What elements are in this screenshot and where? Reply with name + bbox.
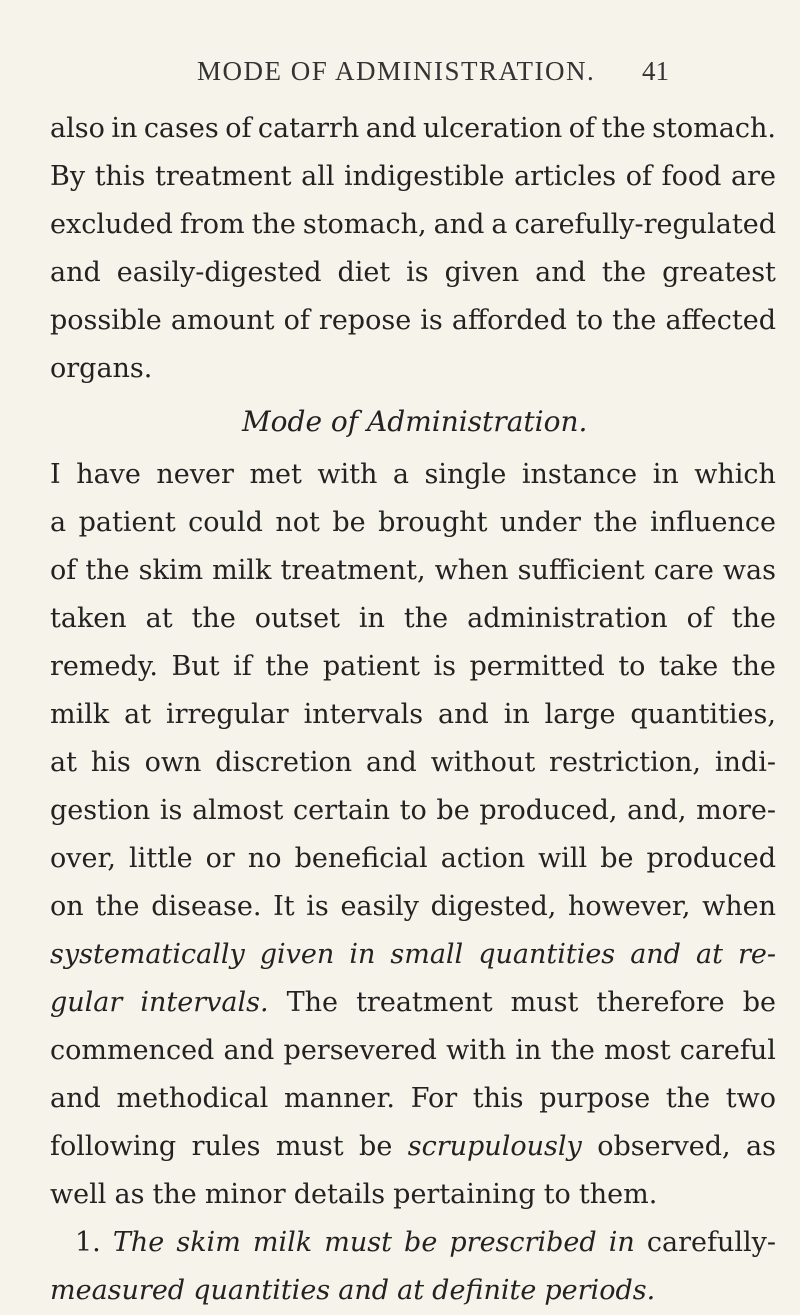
word: of [568, 113, 595, 144]
word: the [665, 1083, 711, 1114]
word: with [317, 459, 378, 490]
word: the [601, 113, 646, 144]
word: pertaining [393, 1179, 536, 1210]
word: organs. [50, 353, 153, 384]
word: systematically [50, 939, 245, 970]
word: re- [737, 939, 776, 970]
word: amount [170, 305, 275, 336]
word: details [293, 1179, 386, 1210]
word: and [223, 1035, 275, 1066]
word: well [50, 1179, 107, 1210]
word: is [306, 891, 329, 922]
text-line [50, 787, 776, 835]
word: excluded [50, 209, 173, 240]
word: to [618, 651, 646, 682]
word: the [85, 555, 130, 586]
text-line [50, 1123, 776, 1171]
word: however, [567, 891, 691, 922]
word: in [349, 939, 376, 970]
word: rules [191, 1131, 261, 1162]
word: quantities [193, 1275, 331, 1306]
text-line [50, 1219, 776, 1267]
word: have [76, 459, 141, 490]
word: digested, [430, 891, 557, 922]
word: all [301, 161, 335, 192]
word: at [124, 699, 152, 730]
word: two [725, 1083, 776, 1114]
word: this [94, 161, 146, 192]
word: But [171, 651, 220, 682]
word: I [50, 459, 61, 490]
word: produced, [479, 795, 618, 826]
word: and [365, 113, 417, 144]
word: disease. [151, 891, 262, 922]
running-head-title: MODE OF ADMINISTRATION. [197, 56, 596, 86]
word: irregular [165, 699, 289, 730]
word: over, [50, 843, 117, 874]
word: methodical [116, 1083, 269, 1114]
text-line [50, 249, 776, 297]
word: of [283, 305, 310, 336]
word: quantities [478, 939, 616, 970]
word: 1. [75, 1227, 101, 1258]
word: easily-digested [116, 257, 322, 288]
word: skim [176, 1227, 241, 1258]
word: and [438, 699, 489, 730]
word: not [275, 507, 320, 538]
word: must [324, 1227, 392, 1258]
word: and [338, 1275, 390, 1306]
word: be [332, 507, 366, 538]
word: the [403, 603, 449, 634]
word: to [399, 795, 427, 826]
word: manner. [284, 1083, 395, 1114]
word: possible [50, 305, 162, 336]
word: as [114, 1179, 145, 1210]
word: By [50, 161, 86, 192]
text-line [50, 105, 776, 153]
word: It [273, 891, 295, 922]
word: following [50, 1131, 177, 1162]
text-line [50, 643, 776, 691]
text-line [50, 595, 776, 643]
word: and [50, 1083, 101, 1114]
word: of [686, 603, 713, 634]
word: is [420, 305, 443, 336]
text-line [50, 1027, 776, 1075]
word: be [436, 795, 470, 826]
section-heading: Mode of Administration. [242, 405, 588, 438]
word: influence [650, 507, 776, 538]
text-line [50, 979, 776, 1027]
text-line [50, 297, 776, 345]
word: and [50, 257, 101, 288]
word: no [247, 843, 282, 874]
text-line [50, 835, 776, 883]
word: a [491, 209, 508, 240]
word: little [129, 843, 193, 874]
word: carefully-regulated [514, 209, 776, 240]
word: and [366, 747, 417, 778]
word: take [658, 651, 719, 682]
page-number: 41 [642, 56, 669, 86]
paragraph-1 [50, 105, 776, 393]
word: with [446, 1035, 507, 1066]
word: cases [143, 113, 219, 144]
word: milk [252, 1227, 313, 1258]
word: permitted [469, 651, 605, 682]
text-line [50, 547, 776, 595]
word: instance [521, 459, 638, 490]
text-line [50, 499, 776, 547]
word: the [152, 1179, 197, 1210]
word: the [550, 1035, 595, 1066]
word: food [661, 161, 722, 192]
word: affected [665, 305, 776, 336]
word: his [90, 747, 131, 778]
word: indigestible [344, 161, 505, 192]
word: in [358, 603, 385, 634]
word: at [397, 1275, 425, 1306]
text-line [50, 153, 776, 201]
word: of [225, 113, 252, 144]
word: is [159, 795, 183, 826]
word: from [179, 209, 245, 240]
word: and [630, 939, 681, 970]
rule-1 [50, 1219, 776, 1315]
word: therefore [596, 987, 725, 1018]
word: in [515, 1035, 542, 1066]
word: of [50, 555, 77, 586]
word: ulceration [423, 113, 563, 144]
text-line [50, 1171, 776, 1219]
word: brought [378, 507, 488, 538]
word: at [145, 603, 173, 634]
word: gestion [50, 795, 151, 826]
word: as [746, 1131, 776, 1162]
word: careful [679, 1035, 776, 1066]
text-line [50, 883, 776, 931]
word: scrupulously [407, 1131, 582, 1162]
word: when [702, 891, 776, 922]
text-line [50, 931, 776, 979]
word: articles [514, 161, 617, 192]
word: are [730, 161, 776, 192]
word: intervals. [140, 987, 269, 1018]
word: and [433, 209, 485, 240]
word: could [188, 507, 263, 538]
word: patient [322, 651, 420, 682]
word: be [600, 843, 634, 874]
word: periods. [544, 1275, 656, 1306]
word: definite [432, 1275, 537, 1306]
text-line [50, 739, 776, 787]
word: intervals [303, 699, 424, 730]
word: the [731, 651, 776, 682]
word: met [249, 459, 302, 490]
text-line [50, 1075, 776, 1123]
word: greatest [662, 257, 776, 288]
word: was [722, 555, 776, 586]
word: given [444, 257, 520, 288]
word: be [742, 987, 776, 1018]
word: them. [578, 1179, 658, 1210]
word: most [604, 1035, 671, 1066]
word: this [472, 1083, 524, 1114]
word: large [544, 699, 616, 730]
word: The [112, 1227, 165, 1258]
word: in [652, 459, 679, 490]
word: The [286, 987, 339, 1018]
word: outset [254, 603, 340, 634]
word: own [144, 747, 202, 778]
word: to [543, 1179, 571, 1210]
word: minor [204, 1179, 286, 1210]
word: sufficient [517, 555, 645, 586]
word: milk [212, 555, 272, 586]
word: gular [50, 987, 123, 1018]
word: if [233, 651, 252, 682]
word: the [612, 305, 657, 336]
word: carefully- [646, 1227, 776, 1258]
word: be [359, 1131, 393, 1162]
word: taken [50, 603, 127, 634]
word: action [440, 843, 526, 874]
word: in [503, 699, 530, 730]
word: and, [627, 795, 687, 826]
word: the [601, 257, 647, 288]
word: the [191, 603, 236, 634]
word: and [535, 257, 586, 288]
word: or [205, 843, 235, 874]
word: easily [340, 891, 419, 922]
paragraph-2 [50, 451, 776, 1219]
word: also [50, 113, 105, 144]
word: given [259, 939, 335, 970]
word: For [410, 1083, 458, 1114]
word: milk [50, 699, 110, 730]
word: stomach, [302, 209, 427, 240]
word: the [731, 603, 776, 634]
word: care [653, 555, 714, 586]
word: certain [293, 795, 390, 826]
word: must [275, 1131, 344, 1162]
word: more- [696, 795, 776, 826]
word: is [433, 651, 456, 682]
word: administration [467, 603, 668, 634]
text-line [50, 1267, 776, 1315]
word: small [390, 939, 464, 970]
word: at [695, 939, 723, 970]
word: the [265, 651, 310, 682]
word: single [424, 459, 507, 490]
word: indi- [714, 747, 776, 778]
word: catarrh [257, 113, 360, 144]
word: observed, [597, 1131, 731, 1162]
word: patient [78, 507, 176, 538]
body-text [50, 105, 776, 1315]
word: at [50, 747, 77, 778]
word: the [251, 209, 296, 240]
word: produced [646, 843, 776, 874]
word: when [434, 555, 509, 586]
word: stomach. [652, 113, 776, 144]
text-line [50, 345, 776, 393]
word: repose [318, 305, 412, 336]
text-line [50, 451, 776, 499]
word: must [510, 987, 579, 1018]
word: the [593, 507, 638, 538]
word: beneficial [294, 843, 428, 874]
word: treatment [356, 987, 493, 1018]
word: the [95, 891, 140, 922]
word: under [499, 507, 581, 538]
word: will [538, 843, 588, 874]
word: in [608, 1227, 635, 1258]
word: remedy. [50, 651, 158, 682]
word: to [575, 305, 604, 336]
word: measured [50, 1275, 186, 1306]
word: of [625, 161, 652, 192]
running-head [0, 56, 800, 92]
word: on [50, 891, 84, 922]
word: discretion [215, 747, 353, 778]
word: commenced [50, 1035, 215, 1066]
word: purpose [539, 1083, 651, 1114]
word: which [694, 459, 776, 490]
word: prescribed [449, 1227, 597, 1258]
word: treatment [155, 161, 292, 192]
word: treatment, [280, 555, 426, 586]
word: a [50, 507, 67, 538]
word: a [392, 459, 410, 490]
word: skim [138, 555, 204, 586]
word: diet [337, 257, 391, 288]
word: in [111, 113, 138, 144]
word: persevered [283, 1035, 437, 1066]
word: is [406, 257, 429, 288]
word: quantities, [630, 699, 776, 730]
word: never [156, 459, 234, 490]
word: without [430, 747, 536, 778]
word: restriction, [549, 747, 702, 778]
text-line [50, 201, 776, 249]
word: afforded [451, 305, 567, 336]
text-line [50, 691, 776, 739]
word: be [404, 1227, 438, 1258]
word: almost [192, 795, 284, 826]
